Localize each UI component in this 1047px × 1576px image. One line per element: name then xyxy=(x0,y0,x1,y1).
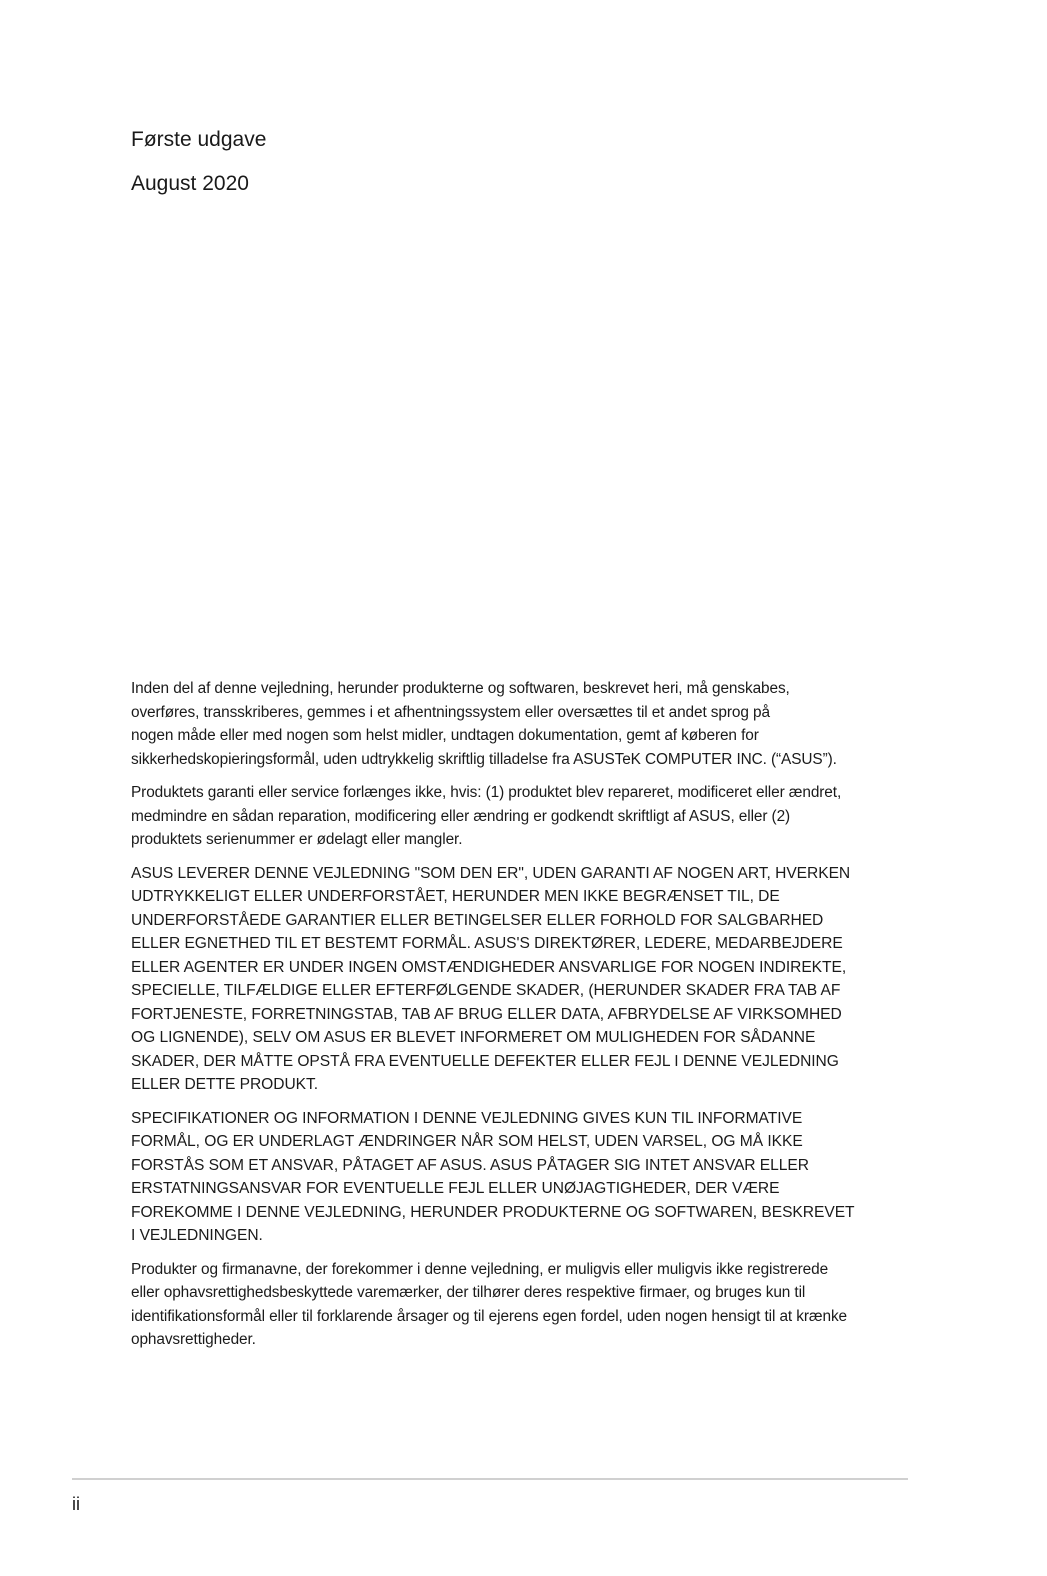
page-number: ii xyxy=(72,1494,80,1514)
disclaimer-line: UDTRYKKELIGT ELLER UNDERFORSTÅET, HERUNDER MEN IKKE BEGRÆNSET TIL, DE xyxy=(131,888,780,905)
edition-date: August 2020 xyxy=(131,172,249,195)
specifications-line: I VEJLEDNINGEN. xyxy=(131,1227,263,1244)
disclaimer-paragraph xyxy=(131,862,931,1097)
specifications-line: FORSTÅS SOM ET ANSVAR, PÅTAGET AF ASUS. ASUS PÅTAGER SIG INTET ANSVAR ELLER xyxy=(131,1156,809,1174)
trademark-line: eller ophavsrettighedsbeskyttede varemærker, der tilhører deres respektive firmaer, og bruges kun til xyxy=(131,1284,806,1301)
legal-notice xyxy=(131,677,931,1362)
copyright-paragraph xyxy=(131,677,931,771)
warranty-paragraph xyxy=(131,781,931,852)
trademark-paragraph xyxy=(131,1258,931,1352)
warranty-line: produktets serienummer er ødelagt eller mangler. xyxy=(131,831,463,848)
specifications-line: ERSTATNINGSANSVAR FOR EVENTUELLE FEJL ELLER UNØJAGTIGHEDER, DER VÆRE xyxy=(131,1180,780,1197)
disclaimer-line: OG LIGNENDE), SELV OM ASUS ER BLEVET INFORMERET OM MULIGHEDEN FOR SÅDANNE xyxy=(131,1029,816,1046)
footer-divider xyxy=(72,1478,908,1480)
disclaimer-line: ELLER EGNETHED TIL ET BESTEMT FORMÅL. ASUS'S DIREKTØRER, LEDERE, MEDARBEJDERE xyxy=(131,935,843,952)
disclaimer-line: ELLER AGENTER ER UNDER INGEN OMSTÆNDIGHEDER ANSVARLIGE FOR NOGEN INDIREKTE, xyxy=(131,958,847,976)
disclaimer-line: UNDERFORSTÅEDE GARANTIER ELLER BETINGELSER ELLER FORHOLD FOR SALGBARHED xyxy=(131,911,824,929)
disclaimer-line: SKADER, DER MÅTTE OPSTÅ FRA EVENTUELLE DEFEKTER ELLER FEJL I DENNE VEJLEDNING xyxy=(131,1052,839,1070)
warranty-line: Produktets garanti eller service forlænges ikke, hvis: (1) produktet blev repareret, modificeret eller ændret, xyxy=(131,784,842,801)
specifications-line: FOREKOMME I DENNE VEJLEDNING, HERUNDER PRODUKTERNE OG SOFTWAREN, BESKREVET xyxy=(131,1203,855,1221)
copyright-line: Inden del af denne vejledning, herunder produkterne og softwaren, beskrevet heri, må genskabes, xyxy=(131,680,790,697)
copyright-line: nogen måde eller med nogen som helst midler, undtagen dokumentation, gemt af køberen for xyxy=(131,727,759,744)
disclaimer-line: FORTJENESTE, FORRETNINGSTAB, TAB AF BRUG ELLER DATA, AFBRYDELSE AF VIRKSOMHED xyxy=(131,1005,842,1023)
specifications-line: SPECIFIKATIONER OG INFORMATION I DENNE VEJLEDNING GIVES KUN TIL INFORMATIVE xyxy=(131,1109,803,1127)
disclaimer-line: ASUS LEVERER DENNE VEJLEDNING "SOM DEN ER", UDEN GARANTI AF NOGEN ART, HVERKEN xyxy=(131,864,851,882)
trademark-line: identifikationsformål eller til forklarende årsager og til ejerens egen fordel, uden nogen hensigt til at krænke xyxy=(131,1307,847,1325)
trademark-line: Produkter og firmanavne, der forekommer i denne vejledning, er muligvis eller muligvis ikke registrerede xyxy=(131,1260,829,1278)
warranty-line: medmindre en sådan reparation, modificering eller ændring er godkendt skriftligt af ASUS, eller (2) xyxy=(131,807,791,825)
disclaimer-line: ELLER DETTE PRODUKT. xyxy=(131,1076,319,1093)
disclaimer-line: SPECIELLE, TILFÆLDIGE ELLER EFTERFØLGENDE SKADER, (HERUNDER SKADER FRA TAB AF xyxy=(131,982,841,999)
copyright-line: sikkerhedskopieringsformål, uden udtrykkelig skriftlig tilladelse fra ASUSTeK COMPUTER INC. (“ASUS”). xyxy=(131,750,837,768)
specifications-line: FORMÅL, OG ER UNDERLAGT ÆNDRINGER NÅR SOM HELST, UDEN VARSEL, OG MÅ IKKE xyxy=(131,1133,803,1150)
trademark-line: ophavsrettigheder. xyxy=(131,1331,256,1348)
specifications-paragraph xyxy=(131,1107,931,1248)
edition-block xyxy=(131,118,266,206)
edition-title: Første udgave xyxy=(131,128,267,151)
copyright-line: overføres, transskriberes, gemmes i et afhentningssystem eller oversættes til et andet sprog på xyxy=(131,703,770,721)
